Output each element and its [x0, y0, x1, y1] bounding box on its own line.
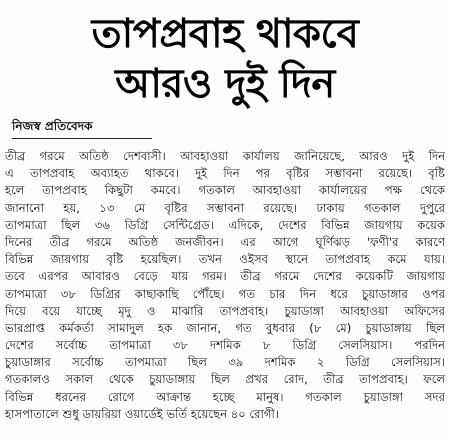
body-line: তাপমাত্রা ছিল ৩৬ ডিগ্রি সেন্টিগ্রেড। এদিকে, দেশের বিভিন্ন জায়গায় কয়েক [5, 217, 445, 232]
article-body [5, 148, 445, 423]
body-line: বিভিন্ন ধরনের রোগে আক্রান্ত হচ্ছে মানুষ। গতকাল চুয়াডাঙ্গা সদর [5, 389, 445, 404]
body-line-last: হাসপাতালে শুধু ডায়রিয়া ওয়ার্ডেই ভর্তি হয়েছেন ৪০ রোগী। [5, 406, 279, 421]
body-line: হলে তাপপ্রবাহ কিছুটা কমবে। গতকাল আবহাওয়া কার্যালয়ের পক্ষ থেকে [5, 183, 445, 198]
body-line: গতকালও সকাল থেকে চুয়াডাঙ্গায় ছিল প্রখর রোদ, তীব্র তাপপ্রবাহ। ফলে [5, 372, 445, 387]
body-line: ভারপ্রাপ্ত কর্মকর্তা সামাদুল হক জানান, গত বুধবার (৮ মে) চুয়াডাঙ্গায় ছিল [5, 320, 445, 335]
body-line: দেশের সর্বোচ্চ তাপমাত্রা ৩৮ দশমিক ৮ ডিগ্রি সেলসিয়াস। পরদিন [5, 338, 445, 353]
headline-line-1: তাপপ্রবাহ থাকবে [91, 11, 359, 57]
body-line: তাপমাত্রা ৩৮ ডিগ্রির কাছাকাছি পৌঁছে। গত চার দিন ধরে চুয়াডাঙ্গার ওপর [5, 286, 445, 301]
headline-line-2: আরও দুই দিন [115, 61, 335, 107]
body-line: তবে এরপর আবারও বেড়ে যায় গরম। তীব্র গরমে দেশের কয়েকটি জায়গায় [5, 269, 445, 284]
body-line: বিভিন্ন জায়গায় বৃষ্টি হয়েছিল। তখন ওইসব স্থানে তাপপ্রবাহ কমে যায়। [5, 252, 445, 267]
body-line: চুয়াডাঙ্গার সর্বোচ্চ তাপমাত্রা ছিল ৩৯ দশমিক ২ ডিগ্রি সেলসিয়াস। [5, 355, 445, 370]
body-line: দিনের তীব্র গরমে অতিষ্ঠ জনজীবন। এর আগে ঘূর্ণিঝড় 'ফণী'র কারণে [5, 234, 445, 249]
body-line: জানানো হয়, ১৩ মে বৃষ্টির সম্ভাবনা রয়েছে। ঢাকায় গতকাল দুপুরে [5, 200, 445, 215]
body-line: এ তাপপ্রবাহ অব্যাহত থাকবে। দুই দিন পর বৃষ্টির সম্ভাবনা রয়েছে। বৃষ্টি [5, 166, 445, 181]
body-line: দিয়ে বয়ে যাচ্ছে মৃদু ও মাঝারি তাপপ্রবাহ। চুয়াডাঙ্গা আবহাওয়া অফিসের [5, 303, 445, 318]
byline: নিজস্ব প্রতিবেদক [12, 119, 93, 133]
cropped-previous-text [0, 0, 450, 6]
byline-underline [12, 138, 152, 139]
body-line: তীব্র গরমে অতিষ্ঠ দেশবাসী। আবহাওয়া কার্যালয় জানিয়েছে, আরও দুই দিন [5, 149, 445, 163]
